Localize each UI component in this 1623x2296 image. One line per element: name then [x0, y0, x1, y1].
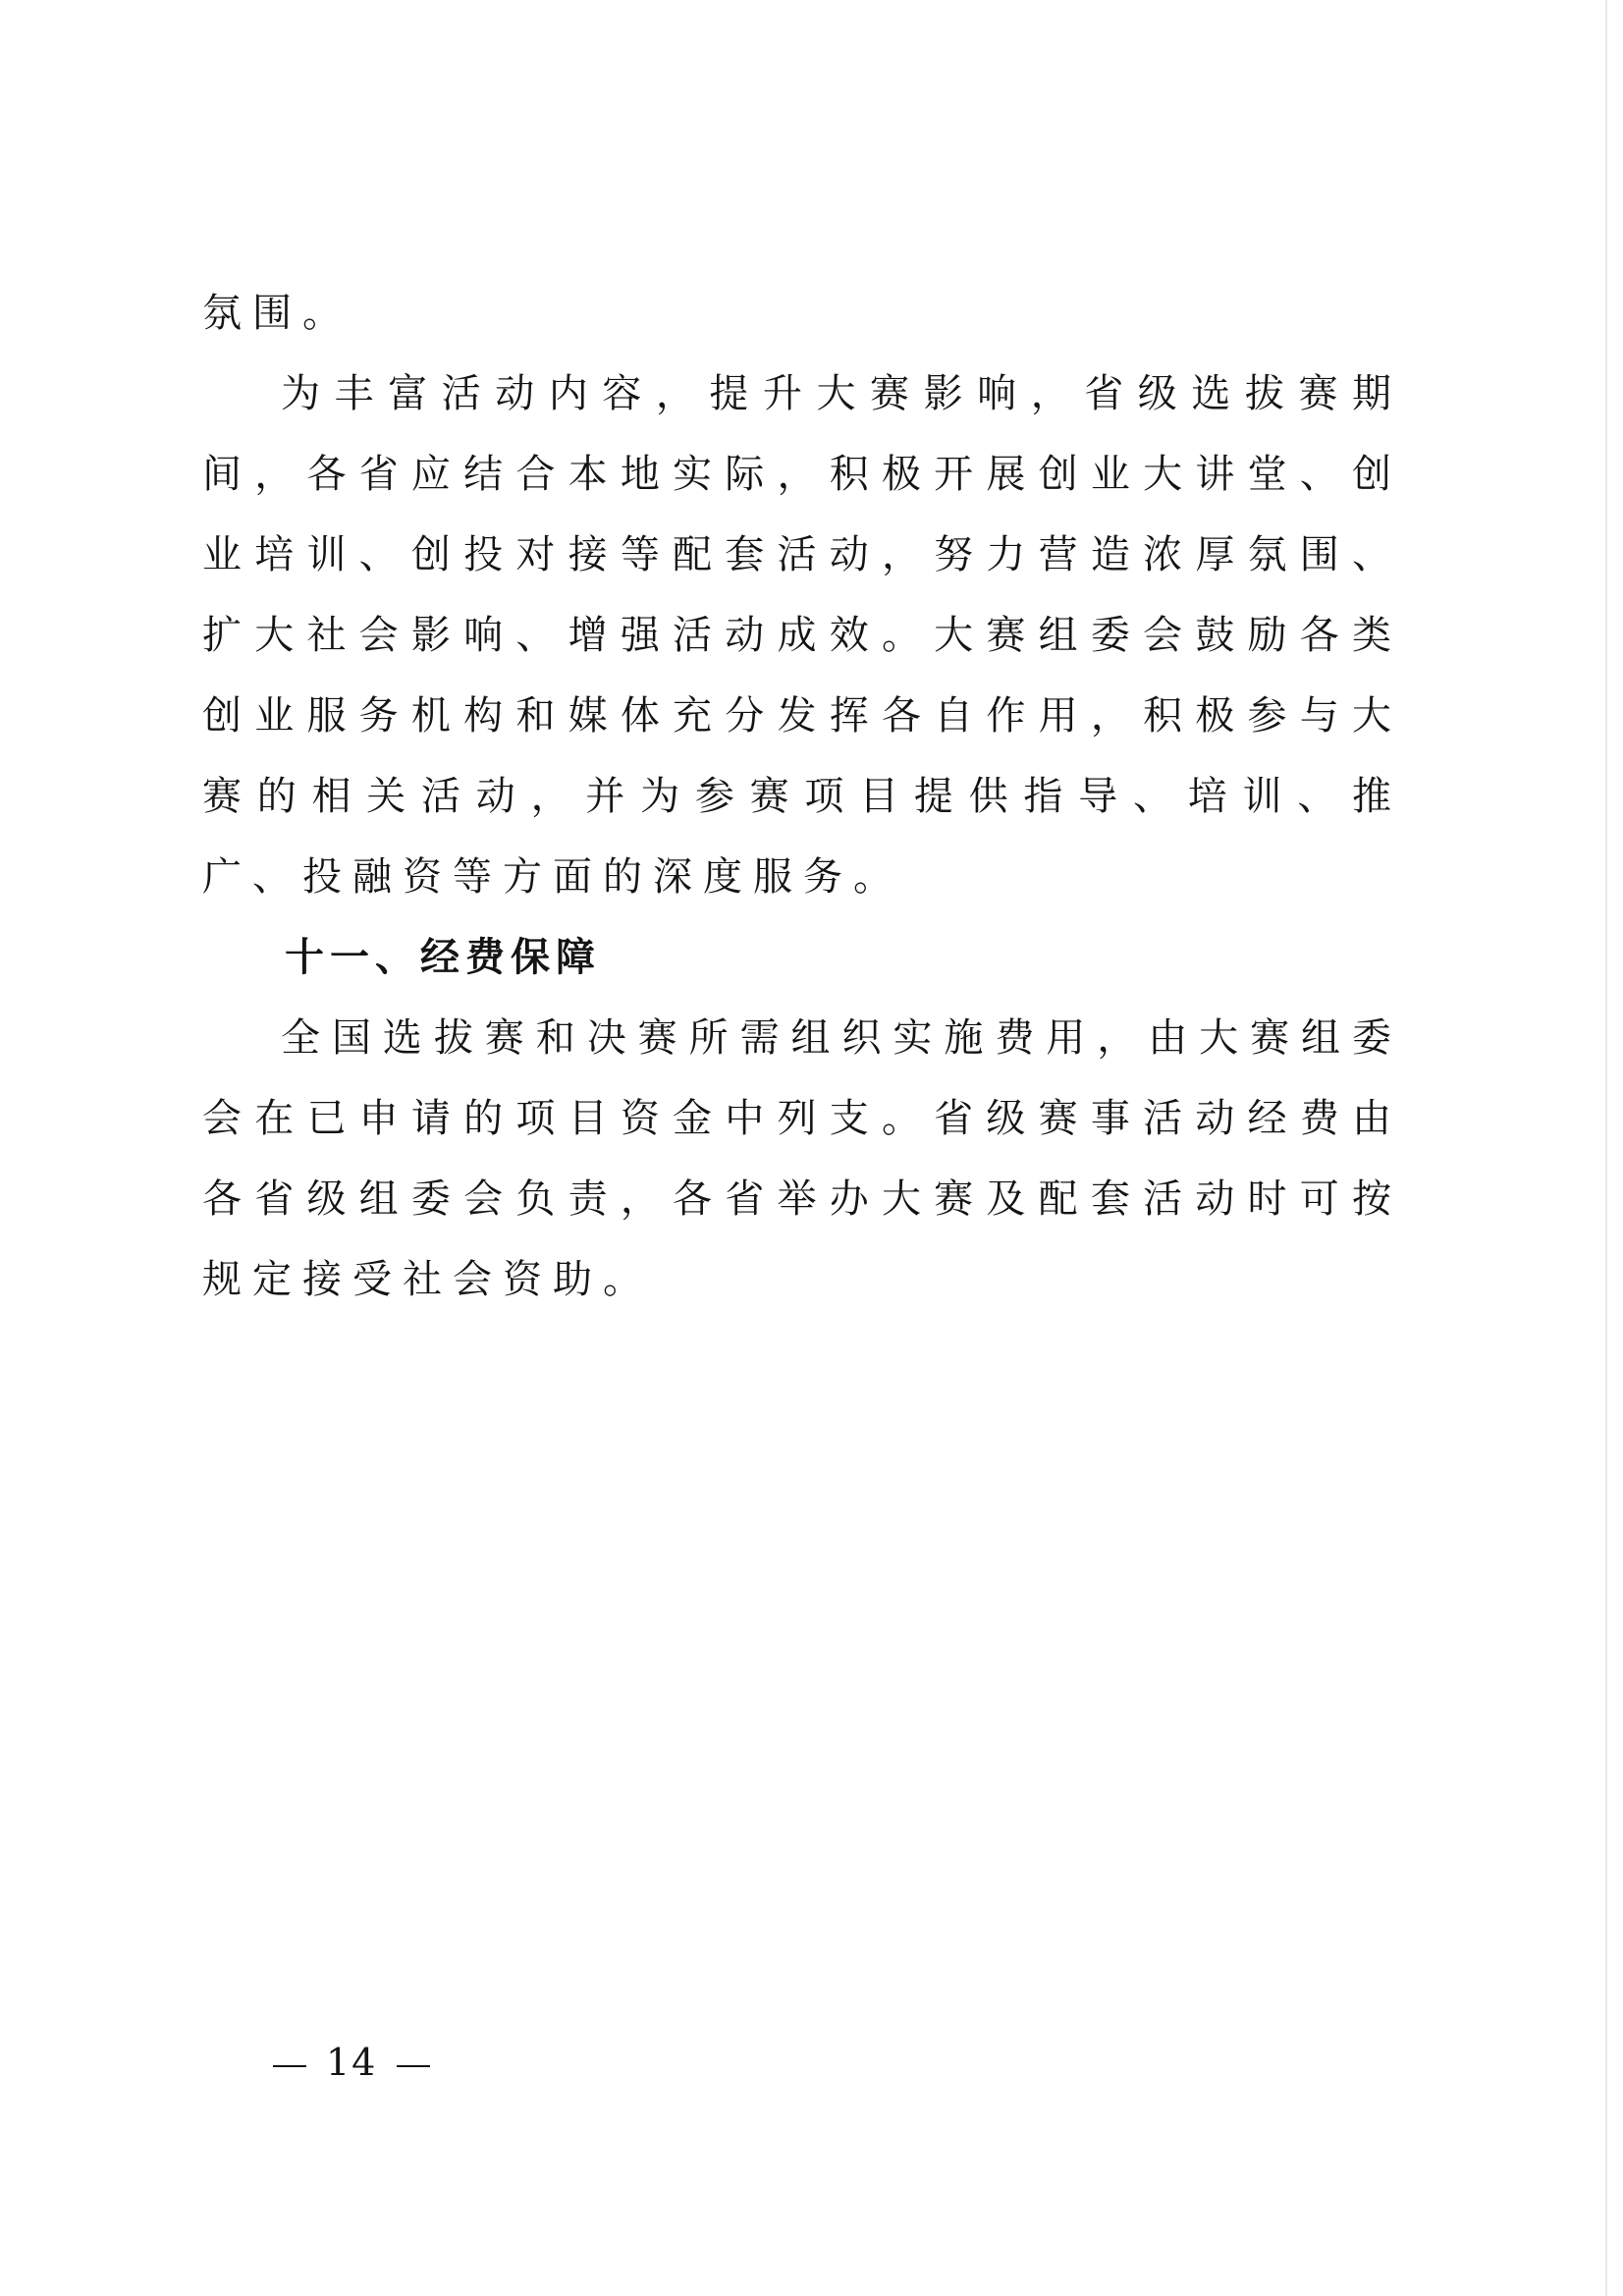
page-number-right-dash	[397, 2065, 430, 2067]
body-text	[202, 273, 1402, 1320]
page-number-left-dash	[273, 2065, 306, 2067]
page-number-value: 14	[326, 2041, 378, 2084]
scan-edge-line	[1605, 0, 1607, 2296]
page-number	[253, 2041, 450, 2084]
paragraph-continuation: 氛围。	[202, 291, 352, 336]
section-heading: 十一、经费保障	[285, 935, 601, 980]
paragraph-funding: 全国选拔赛和决赛所需组织实施费用，由大赛组委会在已申请的项目资金中列支。省级赛事活动经费由各省级组委会负责，各省举办大赛及配套活动时可按规定接受社会资助。	[202, 1015, 1402, 1302]
paragraph-activities: 为丰富活动内容，提升大赛影响，省级选拔赛期间，各省应结合本地实际，积极开展创业大讲堂、创业培训、创投对接等配套活动，努力营造浓厚氛围、扩大社会影响、增强活动成效。大赛组委会鼓励各类创业服务机构和媒体充分发挥各自作用，积极参与大赛的相关活动，并为参赛项目提供指导、培训、推广、投融资等方面的深度服务。	[202, 371, 1402, 900]
